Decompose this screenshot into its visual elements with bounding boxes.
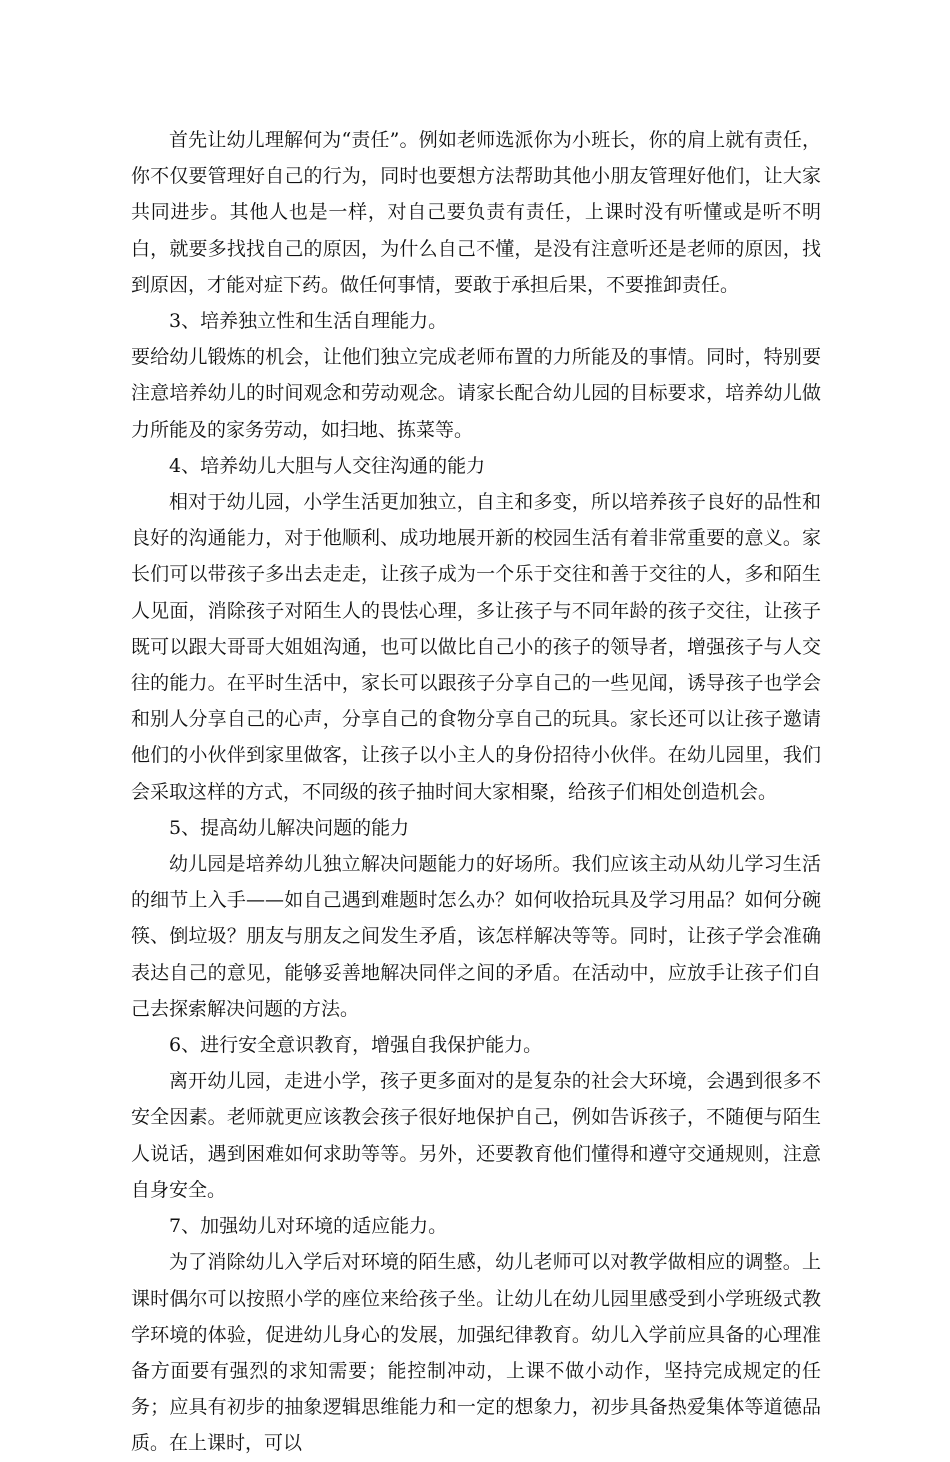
section-heading-4: 4、培养幼儿大胆与人交往沟通的能力 [169,454,486,477]
section-heading-5: 5、提高幼儿解决问题的能力 [169,816,410,839]
paragraph-communication: 相对于幼儿园，小学生活更加独立，自主和多变，所以培养孩子良好的品性和良好的沟通能力，对于他顺利、成功地展开新的校园生活有着非常重要的意义。家长们可以带孩子多出去走走，让孩子成为一个乐于交往和善于交往的人，多和陌生人见面，消除孩子对陌生人的畏怯心理，多让孩子与不同年龄的孩子交往，让孩子既可以跟大哥哥大姐姐沟通，也可以做比自己小的孩子的领导者，增强孩子与人交往的能力。在平时生活中，家长可以跟孩子分享自己的一些见闻，诱导孩子也学会和别人分享自己的心声，分享自己的食物分享自己的玩具。家长还可以让孩子邀请他们的小伙伴到家里做客，让孩子以小主人的身份招待小伙伴。在幼儿园里，我们会采取这样的方式，不同级的孩子抽时间大家相聚，给孩子们相处创造机会。 [131,491,821,803]
paragraph-safety: 离开幼儿园，走进小学，孩子更多面对的是复杂的社会大环境，会遇到很多不安全因素。老师就更应该教会孩子很好地保护自己，例如告诉孩子，不随便与陌生人说话，遇到困难如何求助等等。另外，还要教育他们懂得和遵守交通规则，注意自身安全。 [131,1070,821,1201]
section-heading-7: 7、加强幼儿对环境的适应能力。 [169,1215,448,1238]
section-heading-3: 3、培养独立性和生活自理能力。 [169,310,448,333]
paragraph-problem-solving: 幼儿园是培养幼儿独立解决问题能力的好场所。我们应该主动从幼儿学习生活的细节上入手——如自己遇到难题时怎么办？如何收拾玩具及学习用品？如何分碗筷、倒垃圾？朋友与朋友之间发生矛盾，该怎样解决等等。同时，让孩子学会准确表达自己的意见，能够妥善地解决同伴之间的矛盾。在活动中，应放手让孩子们自己去探索解决问题的方法。 [131,853,821,1020]
paragraph-adaptation: 为了消除幼儿入学后对环境的陌生感，幼儿老师可以对教学做相应的调整。上课时偶尔可以按照小学的座位来给孩子坐。让幼儿在幼儿园里感受到小学班级式教学环境的体验，促进幼儿身心的发展，加强纪律教育。幼儿入学前应具备的心理准备方面要有强烈的求知需要；能控制冲动，上课不做小动作，坚持完成规定的任务；应具有初步的抽象逻辑思维能力和一定的想象力，初步具备热爱集体等道德品质。在上课时，可以 [131,1251,821,1455]
document-body [131,122,821,1462]
section-heading-6: 6、进行安全意识教育，增强自我保护能力。 [169,1034,543,1057]
paragraph-independence: 要给幼儿锻炼的机会，让他们独立完成老师布置的力所能及的事情。同时，特别要注意培养幼儿的时间观念和劳动观念。请家长配合幼儿园的目标要求，培养幼儿做力所能及的家务劳动，如扫地、拣菜等。 [131,346,821,441]
paragraph-responsibility: 首先让幼儿理解何为“责任”。例如老师选派你为小班长，你的肩上就有责任，你不仅要管理好自己的行为，同时也要想方法帮助其他小朋友管理好他们，让大家共同进步。其他人也是一样，对自己要负责有责任，上课时没有听懂或是听不明白，就要多找找自己的原因，为什么自己不懂，是没有注意听还是老师的原因，找到原因，才能对症下药。做任何事情，要敢于承担后果，不要推卸责任。 [131,129,821,296]
